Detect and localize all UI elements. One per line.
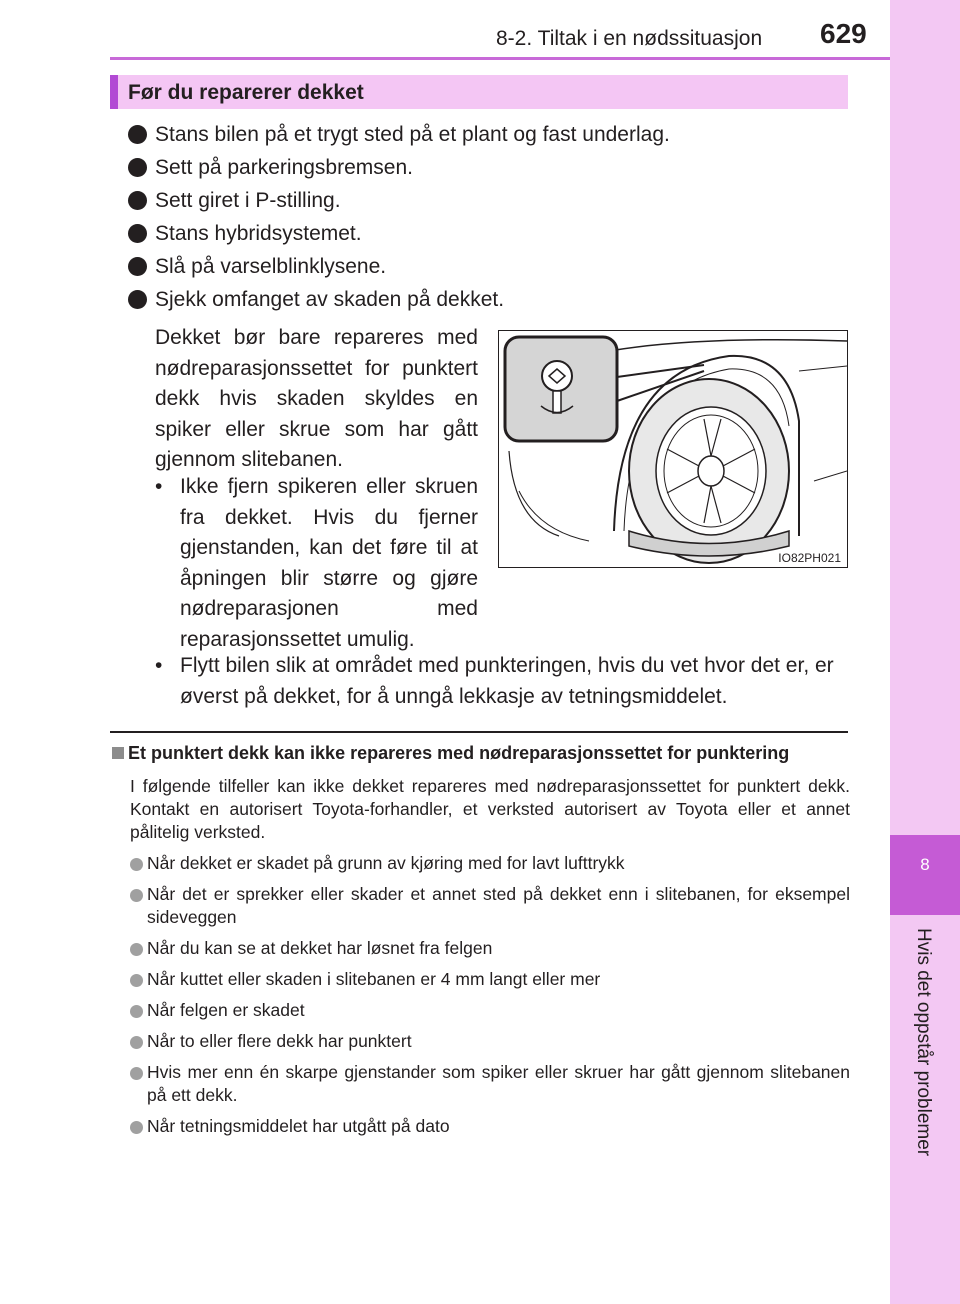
note-item-text: Når tetningsmiddelet har utgått på dato [147, 1116, 450, 1136]
chapter-number-box [890, 835, 960, 915]
bullet-icon [128, 158, 147, 177]
section-divider [110, 731, 848, 733]
checklist-item-text: Slå på varselblinklysene. [155, 255, 387, 278]
square-bullet-icon [112, 747, 124, 759]
note-list [110, 852, 850, 1138]
header-rule [110, 57, 890, 60]
note-heading-text: Et punktert dekk kan ikke repareres med nødreparasjonssettet for punktering [128, 743, 790, 763]
section-title-accent [110, 75, 118, 109]
bullet-icon [128, 290, 147, 309]
note-item-text: Når det er sprekker eller skader et annet sted på dekket enn i slitebanen, for eksempel sideveggen [147, 884, 850, 927]
note-item [110, 883, 850, 929]
checklist-item [128, 118, 848, 151]
checklist-item-text: Stans hybridsystemet. [155, 222, 362, 245]
chapter-side-tab [890, 0, 960, 1304]
checklist-item [128, 283, 848, 316]
bullet-icon [130, 974, 143, 987]
note-item-text: Når du kan se at dekket har løsnet fra felgen [147, 938, 493, 958]
note-item [110, 1030, 850, 1053]
running-header-section: 8-2. Tiltak i en nødssituasjon [496, 27, 763, 50]
checklist-item-text: Sjekk omfanget av skaden på dekket. [155, 288, 505, 311]
sub-item-text: Ikke fjern spikeren eller skruen fra dekket. Hvis du fjerner gjenstanden, kan det føre til at åpningen blir større og gjøre nødreparasjonen med reparasjonssettet umulig. [180, 475, 478, 651]
bullet-icon [130, 1005, 143, 1018]
note-item [110, 1115, 850, 1138]
checklist-item-text: Sett giret i P-stilling. [155, 189, 341, 212]
note-item-text: Når kuttet eller skaden i slitebanen er 4 mm langt eller mer [147, 969, 601, 989]
note-item-text: Når dekket er skadet på grunn av kjøring med for lavt lufttrykk [147, 853, 625, 873]
sub-item [155, 472, 478, 655]
note-item-text: Når felgen er skadet [147, 1000, 305, 1020]
page-number: 629 [820, 18, 867, 49]
flat-tire-illustration [498, 330, 848, 568]
note-item [110, 968, 850, 991]
sub-bullet-icon: • [155, 475, 163, 498]
section-title: Før du reparerer dekket [128, 81, 364, 104]
sub-item-text: Flytt bilen slik at området med punkteringen, hvis du vet hvor det er, er øverst på dekket, for å unngå lekkasje av tetningsmiddelet. [180, 654, 834, 708]
bullet-icon [128, 191, 147, 210]
bullet-icon [130, 1036, 143, 1049]
note-item [110, 937, 850, 960]
bullet-icon [128, 125, 147, 144]
note-intro: I følgende tilfeller kan ikke dekket repareres med nødreparasjonssettet for punktert dekk. Kontakt en autorisert Toyota-forhandler, et verksted autorisert av Toyota eller et annet pålitelig verksted. [130, 776, 850, 842]
bullet-icon [130, 889, 143, 902]
checklist-item-text: Sett på parkeringsbremsen. [155, 156, 413, 179]
section-title-bar [110, 75, 848, 109]
bullet-icon [130, 1067, 143, 1080]
flat-tire-drawing [499, 331, 847, 567]
checklist [128, 118, 848, 316]
note-item-text: Hvis mer enn én skarpe gjenstander som spiker eller skruer har gått gjennom slitebanen på ett dekk. [147, 1062, 850, 1105]
checklist-item-text: Stans bilen på et trygt sted på et plant og fast underlag. [155, 123, 670, 146]
figure-code: IO82PH021 [778, 551, 841, 565]
damage-paragraph: Dekket bør bare repareres med nødreparasjonssettet for punktert dekk hvis skaden skyldes en spiker eller skrue som har gått gjennom slitebanen. [155, 326, 478, 471]
note-item [110, 999, 850, 1022]
note-heading [110, 742, 850, 765]
bullet-icon [128, 257, 147, 276]
sub-bullet-icon: • [155, 654, 163, 677]
bullet-icon [128, 224, 147, 243]
checklist-item [128, 184, 848, 217]
bullet-icon [130, 943, 143, 956]
checklist-item [128, 217, 848, 250]
note-block [110, 742, 850, 1138]
checklist-item [128, 250, 848, 283]
note-item-text: Når to eller flere dekk har punktert [147, 1031, 412, 1051]
note-item [110, 1061, 850, 1107]
checklist-item [128, 151, 848, 184]
bullet-icon [130, 858, 143, 871]
sub-item [155, 651, 848, 712]
bullet-icon [130, 1121, 143, 1134]
chapter-title: Hvis det oppstår problemer [913, 928, 934, 1157]
note-item [110, 852, 850, 875]
chapter-number: 8 [920, 855, 930, 874]
